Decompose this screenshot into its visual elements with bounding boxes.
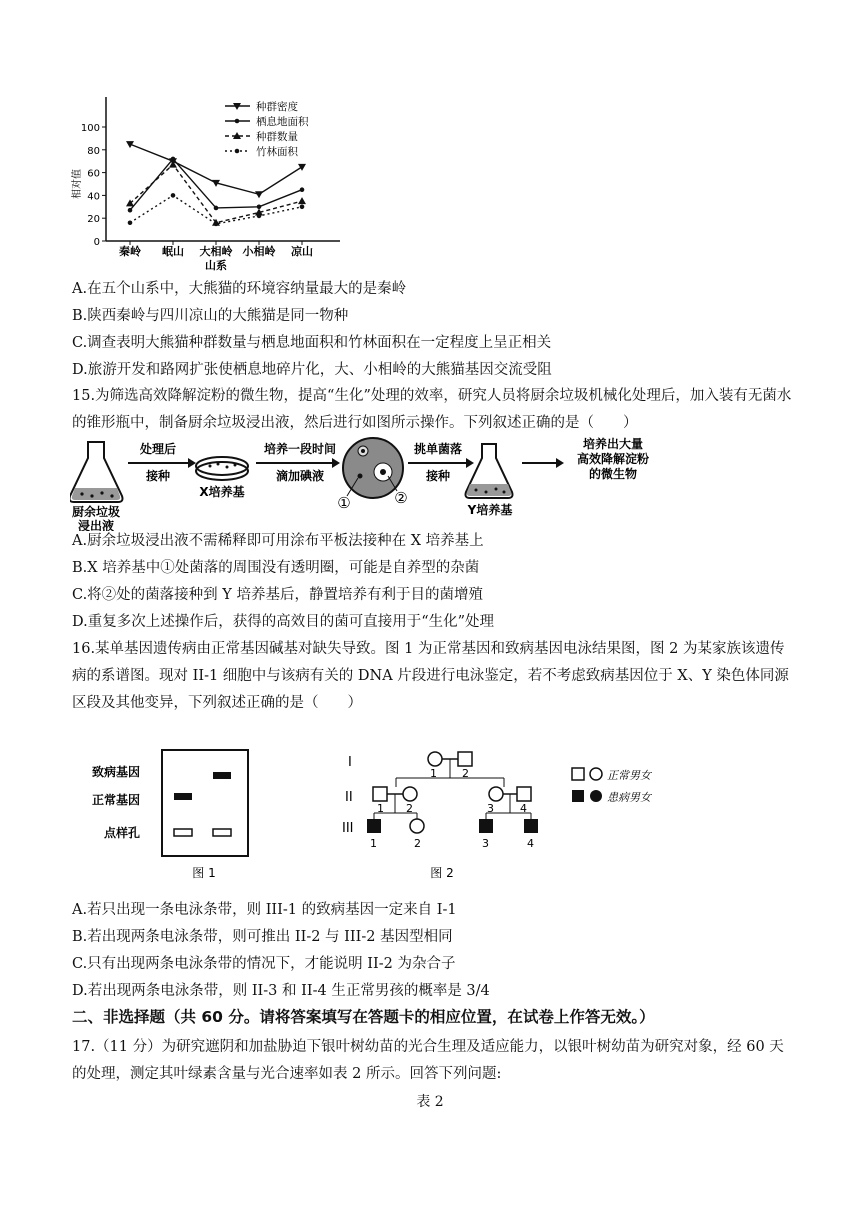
pedigree-num: 2 [406,802,413,815]
y-axis-label: 相对值 [72,169,83,199]
y-tick-label: 60 [87,168,100,180]
q14-option-c: C.调查表明大熊猫种群数量与栖息地面积和竹林面积在一定程度上呈正相关 [72,335,552,351]
data-point [214,222,219,227]
y-tick-label: 80 [87,145,100,157]
result-text-1: 培养出大量 [582,437,644,451]
data-point [128,208,133,213]
data-point [214,206,219,211]
plate-x-label: X培养基 [199,485,245,499]
data-point [171,193,176,198]
result-text-3: 的微生物 [588,467,638,481]
generation-1: I [348,755,352,770]
q15-option-c: C.将②处的菌落接种到 Y 培养基后，静置培养有利于目的菌增殖 [72,587,483,603]
sample-well [174,829,192,836]
arrow3-top: 挑单菌落 [413,442,463,456]
data-point [257,205,262,210]
pedigree-num: 1 [377,802,384,815]
result-text-2: 高效降解淀粉 [576,452,650,466]
arrow-icon [556,458,564,468]
pedigree-num: 4 [520,802,527,815]
flask1-label-2: 浸出液 [77,519,115,531]
colony-1-marker: ① [337,494,351,512]
x-tick-label: 秦岭 [119,245,141,258]
flask-icon [466,444,513,498]
q15-option-a: A.厨余垃圾浸出液不需稀释即可用涂布平板法接种在 X 培养基上 [72,533,484,549]
data-point [126,199,134,206]
section-2-heading: 二、非选择题（共 60 分。请将答案填写在答题卡的相应位置，在试卷上作答无效。） [72,1008,655,1026]
screening-process-diagram [70,436,670,531]
generation-2: II [345,790,353,805]
pedigree-num: 2 [414,837,421,850]
q15-option-b: B.X 培养基中①处菌落的周围没有透明圈，可能是自养型的杂菌 [72,560,480,576]
q16-stem: 16.某单基因遗传病由正常基因碱基对缺失导致。图 1 为正常基因和致病基因电泳结果图，图 2 为某家族该遗传病的系谱图。现对 II-1 细胞中与该病有关的 DNA 片段进行电泳鉴定，若不考虑致病基因位于 X、Y 染色体同源区段及其他变异，下列叙述正确的是（ ） [72,641,789,711]
fig2-caption: 图 2 [430,866,454,880]
y-tick-label: 100 [80,123,100,134]
q14-option-a: A.在五个山系中，大熊猫的环境容纳量最大的是秦岭 [72,281,407,297]
x-tick-label: 大相岭 [199,245,233,258]
arrow-icon [466,458,474,468]
flask-icon [70,442,123,502]
q15-option-d: D.重复多次上述操作后，获得的高效目的菌可直接用于“生化”处理 [72,614,495,630]
pedigree-num: 3 [487,802,494,815]
legend-entry: 栖息地面积 [256,116,309,128]
flask1-label-1: 厨余垃圾 [71,505,121,519]
legend-entry: 种群数量 [256,131,298,143]
legend-marker [235,119,240,124]
data-point [300,187,305,192]
q14-option-d: D.旅游开发和路网扩张使栖息地碎片化，大、小相岭的大熊猫基因交流受阻 [72,362,552,378]
flask-y-label: Y培养基 [467,503,513,517]
pedigree-figure [330,745,570,885]
q16-option-c: C.只有出现两条电泳条带的情况下，才能说明 II-2 为杂合子 [72,956,456,972]
normal-gene-band [174,793,192,800]
pedigree-num: 3 [482,837,489,850]
pedigree-legend [570,760,710,810]
arrow1-top: 处理后 [139,442,177,456]
x-tick-label: 凉山 [291,245,313,258]
fig1-caption: 图 1 [192,866,216,880]
q16-option-d: D.若出现两条电泳条带，则 II-3 和 II-4 生正常男孩的概率是 3/4 [72,983,490,999]
x-axis-label: 山系 [205,259,227,272]
data-point [255,191,263,198]
legend-marker [235,149,240,154]
data-point [298,164,306,171]
label-sample-well: 点样孔 [104,826,141,840]
q16-option-a: A.若只出现一条电泳条带，则 III-1 的致病基因一定来自 I-1 [72,902,457,918]
arrow2-bottom: 滴加碘液 [275,469,325,483]
population-line-chart [70,95,350,275]
q15-stem: 15.为筛选高效降解淀粉的微生物，提高“生化”处理的效率，研究人员将厨余垃圾机械化处理后，加入装有无菌水的锥形瓶中，制备厨余垃圾浸出液，然后进行如图所示操作。下列叙述正确的是（ ） [72,388,792,431]
arrow3-bottom: 接种 [425,469,451,483]
electrophoresis-figure [90,745,270,885]
label-normal-gene: 正常基因 [92,793,141,807]
pedigree-num: 1 [430,767,437,780]
legend-affected: 患病男女 [607,791,651,804]
q16-option-b: B.若出现两条电泳条带，则可推出 II-2 与 III-2 基因型相同 [72,929,453,945]
label-disease-gene: 致病基因 [92,765,141,779]
pedigree-num: 1 [370,837,377,850]
y-tick-label: 40 [87,191,100,203]
data-point [128,220,133,225]
legend-entry: 种群密度 [256,101,298,113]
data-point [171,157,176,162]
x-tick-label: 岷山 [162,245,184,258]
data-point [300,205,305,210]
disease-gene-band [213,772,231,779]
arrow-icon [332,458,340,468]
pedigree-num: 2 [462,767,469,780]
y-tick-label: 20 [87,214,100,226]
generation-3: III [342,821,354,836]
legend-entry: 竹林面积 [256,146,298,158]
colony-2-marker: ② [394,489,408,507]
petri-dish-icon [196,457,248,480]
x-tick-label: 小相岭 [242,245,276,258]
pedigree-num: 4 [527,837,534,850]
data-point [298,197,306,204]
y-tick-label: 0 [93,237,100,248]
table-caption: 表 2 [416,1094,444,1110]
q17-stem: 17.（11 分）为研究遮阴和加盐胁迫下银叶树幼苗的光合生理及适应能力，以银叶树幼苗为研究对象，经 60 天的处理，测定其叶绿素含量与光合速率如表 2 所示。回答下列问题: [72,1039,784,1082]
arrow1-bottom: 接种 [145,469,171,483]
data-point [257,214,262,219]
series-line [130,165,302,223]
arrow-icon [188,458,196,468]
sample-well [213,829,231,836]
arrow2-top: 培养一段时间 [263,442,337,456]
q14-option-b: B.陕西秦岭与四川凉山的大熊猫是同一物种 [72,308,349,324]
legend-normal: 正常男女 [607,769,651,782]
